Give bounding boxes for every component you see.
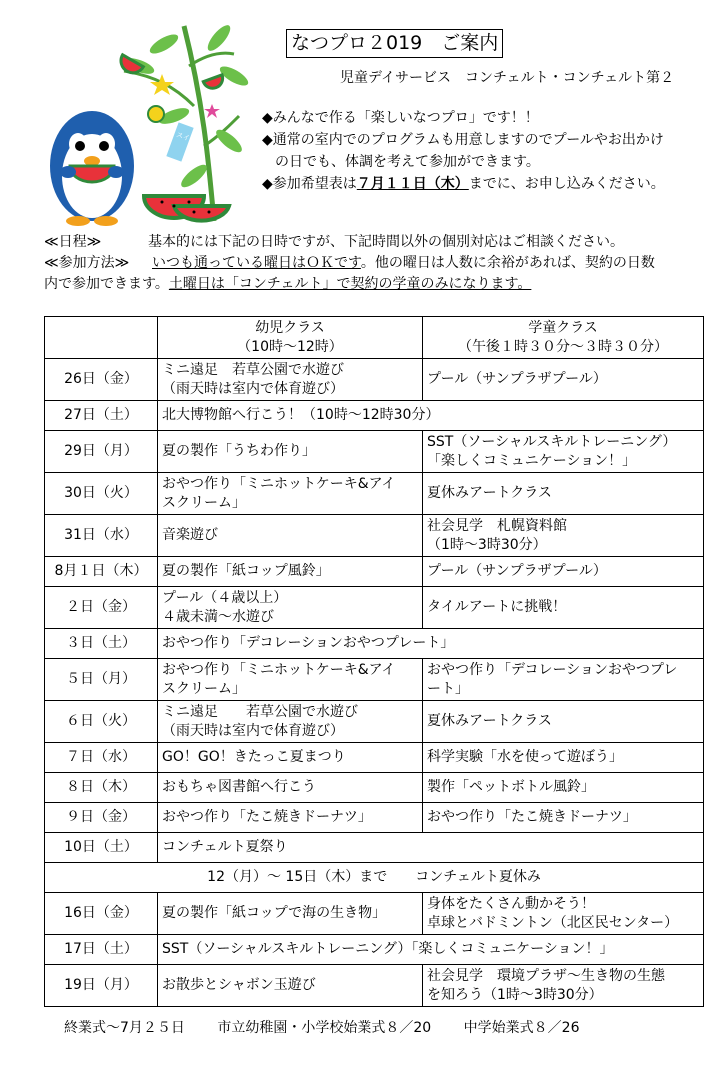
date-cell: 29日（月） [45,431,158,473]
header-school-label: 学童クラス [528,319,598,336]
date-cell: ９日（金） [45,803,158,833]
infant-activity-line: おやつ作り「ミニホットケーキ&アイ [162,475,396,492]
watermelon-slices [144,196,229,221]
table-row [45,803,704,833]
date-cell: 26日（金） [45,359,158,401]
header-infant-time: （10時～12時） [237,338,343,355]
school-activity-line: 卓球とバドミントン（北区民センター） [427,914,679,931]
combined-activity-cell: 北大博物館へ行こう！（10時～12時30分） [158,401,704,431]
bamboo-icon [122,22,251,221]
school-activity-line: プール（サンプラザプール） [427,371,607,387]
infant-activity-cell [158,431,423,473]
summer-illustration [44,16,254,228]
infant-activity-cell [158,659,423,701]
school-activity-line: 社会見学 札幌資料館 [427,517,567,534]
school-activity-line: 夏休みアートクラス [427,713,552,729]
method-line [44,253,714,274]
table-row [45,773,704,803]
school-activity-line: 製作「ペットボトル風鈴」 [427,779,595,795]
school-activity-cell [423,359,704,401]
school-activity-line: を知ろう（1時～3時30分） [427,986,603,1003]
page-title: なつプロ２019 ご案内 [286,29,503,58]
infant-activity-cell [158,701,423,743]
school-activity-cell [423,557,704,587]
notice-bullet-3 [262,173,722,195]
header-school-cell [423,317,704,359]
infant-activity-line: 夏の製作「紙コップで海の生き物」 [162,905,387,921]
infant-activity-line: 音楽遊び [162,527,218,543]
header-infant-cell [158,317,423,359]
infant-activity-line: おもちゃ図書館へ行こう [162,779,316,795]
table-row [45,473,704,515]
schedule-table [44,316,704,1007]
school-activity-cell [423,803,704,833]
deadline-prefix: ◆参加希望表は [262,176,357,192]
table-row [45,701,704,743]
infant-activity-line: おやつ作り「ミニホットケーキ&アイ [162,661,396,678]
school-activity-line: おやつ作り「デコレーションおやつプレ [427,661,678,678]
method-underlined: いつも通っている曜日はＯＫです [152,255,361,271]
infant-activity-line: おやつ作り「たこ焼きドーナツ」 [162,809,372,825]
notice-bullets [262,107,722,195]
infant-activity-cell [158,359,423,401]
infant-activity-cell [158,557,423,587]
infant-activity-line: ミニ遠足 若草公園で水遊び [162,361,344,378]
schedule-label: ≪日程≫ [44,234,102,250]
school-activity-cell [423,893,704,935]
date-cell: ５日（月） [45,659,158,701]
school-activity-line: SST（ソーシャルスキルトレーニング） [427,433,677,450]
schedule-line [44,232,714,253]
table-row [45,833,704,863]
school-activity-line: プール（サンプラザプール） [427,563,607,579]
organization-name: 児童デイサービス コンチェルト・コンチェルト第２ [340,70,675,86]
infant-activity-cell [158,965,423,1007]
notice-bullet-1: ◆みんなで作る「楽しいなつプロ」です！！ [262,110,539,126]
infant-activity-line: プール（４歳以上） [162,589,288,606]
school-activity-cell [423,515,704,557]
info-section [44,232,714,295]
date-cell: ８日（木） [45,773,158,803]
infant-activity-line: （雨天時は室内で体育遊び） [162,722,344,739]
table-row [45,893,704,935]
combined-activity-cell: コンチェルト夏祭り [158,833,704,863]
date-cell: 30日（火） [45,473,158,515]
date-cell: ６日（火） [45,701,158,743]
deadline-date: ７月１１日（木） [356,176,469,192]
table-row [45,587,704,629]
svg-text:スイカ: スイカ [175,130,198,146]
table-row [45,743,704,773]
table-row [45,431,704,473]
infant-activity-line: スクリーム」 [162,680,246,697]
date-cell: 17日（土） [45,935,158,965]
date-cell: 10日（土） [45,833,158,863]
school-activity-cell [423,743,704,773]
header-school-time: （午後１時３０分～３時３０分） [458,338,668,355]
footer-school-start: 市立幼稚園・小学校始業式８／20 [217,1020,432,1036]
saturday-plain: 内で参加できます。 [44,276,169,292]
method-rest: 。他の曜日は人数に余裕があれば、契約の日数 [360,255,655,271]
school-activity-line: 社会見学 環境プラザ～生き物の生態 [427,967,665,984]
table-row [45,359,704,401]
infant-activity-cell [158,515,423,557]
table-row [45,863,704,893]
school-activity-cell [423,965,704,1007]
infant-activity-line: GO！GO！きたっこ夏まつり [162,749,346,765]
date-cell: 16日（金） [45,893,158,935]
school-activity-cell [423,431,704,473]
date-cell: 31日（水） [45,515,158,557]
method-label: ≪参加方法≫ [44,255,130,271]
table-row [45,557,704,587]
table-row [45,515,704,557]
table-row [45,935,704,965]
saturday-line [44,274,714,295]
footer-junior-high-start: 中学始業式８／26 [463,1020,580,1036]
tanzaku-strip [166,122,197,161]
date-cell: 8月１日（木） [45,557,158,587]
infant-activity-line: スクリーム」 [162,494,246,511]
table-row [45,629,704,659]
infant-activity-line: ４歳未満～水遊び [162,608,274,625]
school-activity-line: 夏休みアートクラス [427,485,552,501]
combined-activity-cell: おやつ作り「デコレーションおやつプレート」 [158,629,704,659]
full-width-cell: 12（月）～ 15日（木）まで コンチェルト夏休み [45,863,704,893]
school-activity-line: おやつ作り「たこ焼きドーナツ」 [427,809,637,825]
school-activity-cell [423,587,704,629]
infant-activity-line: 夏の製作「うちわ作り」 [162,443,316,459]
notice-bullet-2-continued: の日でも、体調を考えて参加ができます。 [275,154,540,170]
penguin-icon [50,111,134,226]
header-date-cell [45,317,158,359]
date-cell: 19日（月） [45,965,158,1007]
infant-activity-cell [158,773,423,803]
school-activity-cell [423,473,704,515]
notice-bullet-2: ◆通常の室内でのプログラムも用意しますのでプールやお出かけ [262,132,664,148]
infant-activity-line: ミニ遠足 若草公園で水遊び [162,703,358,720]
date-cell: ２日（金） [45,587,158,629]
school-activity-line: タイルアートに挑戦！ [427,599,567,615]
infant-activity-cell [158,743,423,773]
infant-activity-cell [158,473,423,515]
school-activity-line: 科学実験「水を使って遊ぼう」 [427,749,623,765]
deadline-suffix: までに、お申し込みください。 [468,176,665,192]
school-activity-cell [423,773,704,803]
schedule-text: 基本的には下記の日時ですが、下記時間以外の個別対応はご相談ください。 [148,234,624,250]
school-activity-line: ート」 [427,680,469,697]
school-activity-line: （1時～3時30分） [427,536,547,553]
infant-activity-line: （雨天時は室内で体育遊び） [162,380,344,397]
school-activity-cell [423,659,704,701]
date-cell: ３日（土） [45,629,158,659]
school-activity-cell [423,701,704,743]
infant-activity-line: 夏の製作「紙コップ風鈴」 [162,563,330,579]
header-infant-label: 幼児クラス [255,319,325,336]
combined-activity-cell: SST（ソーシャルスキルトレーニング）「楽しくコミュニケーション！」 [158,935,704,965]
infant-activity-cell [158,587,423,629]
table-header-row [45,317,704,359]
school-activity-line: 身体をたくさん動かそう！ [427,895,595,912]
date-cell: ７日（水） [45,743,158,773]
infant-activity-cell [158,893,423,935]
table-row [45,401,704,431]
infant-activity-cell [158,803,423,833]
date-cell: 27日（土） [45,401,158,431]
saturday-underlined: 土曜日は「コンチェルト」で契約の学童のみになります。 [168,276,532,292]
footer-closing-ceremony: 終業式～7月２５日 [64,1020,185,1036]
table-row [45,659,704,701]
table-row [45,965,704,1007]
infant-activity-line: お散歩とシャボン玉遊び [162,977,316,993]
illustration-svg [44,16,254,228]
school-activity-line: 「楽しくコミュニケーション！」 [427,452,637,469]
footer [64,1017,607,1037]
